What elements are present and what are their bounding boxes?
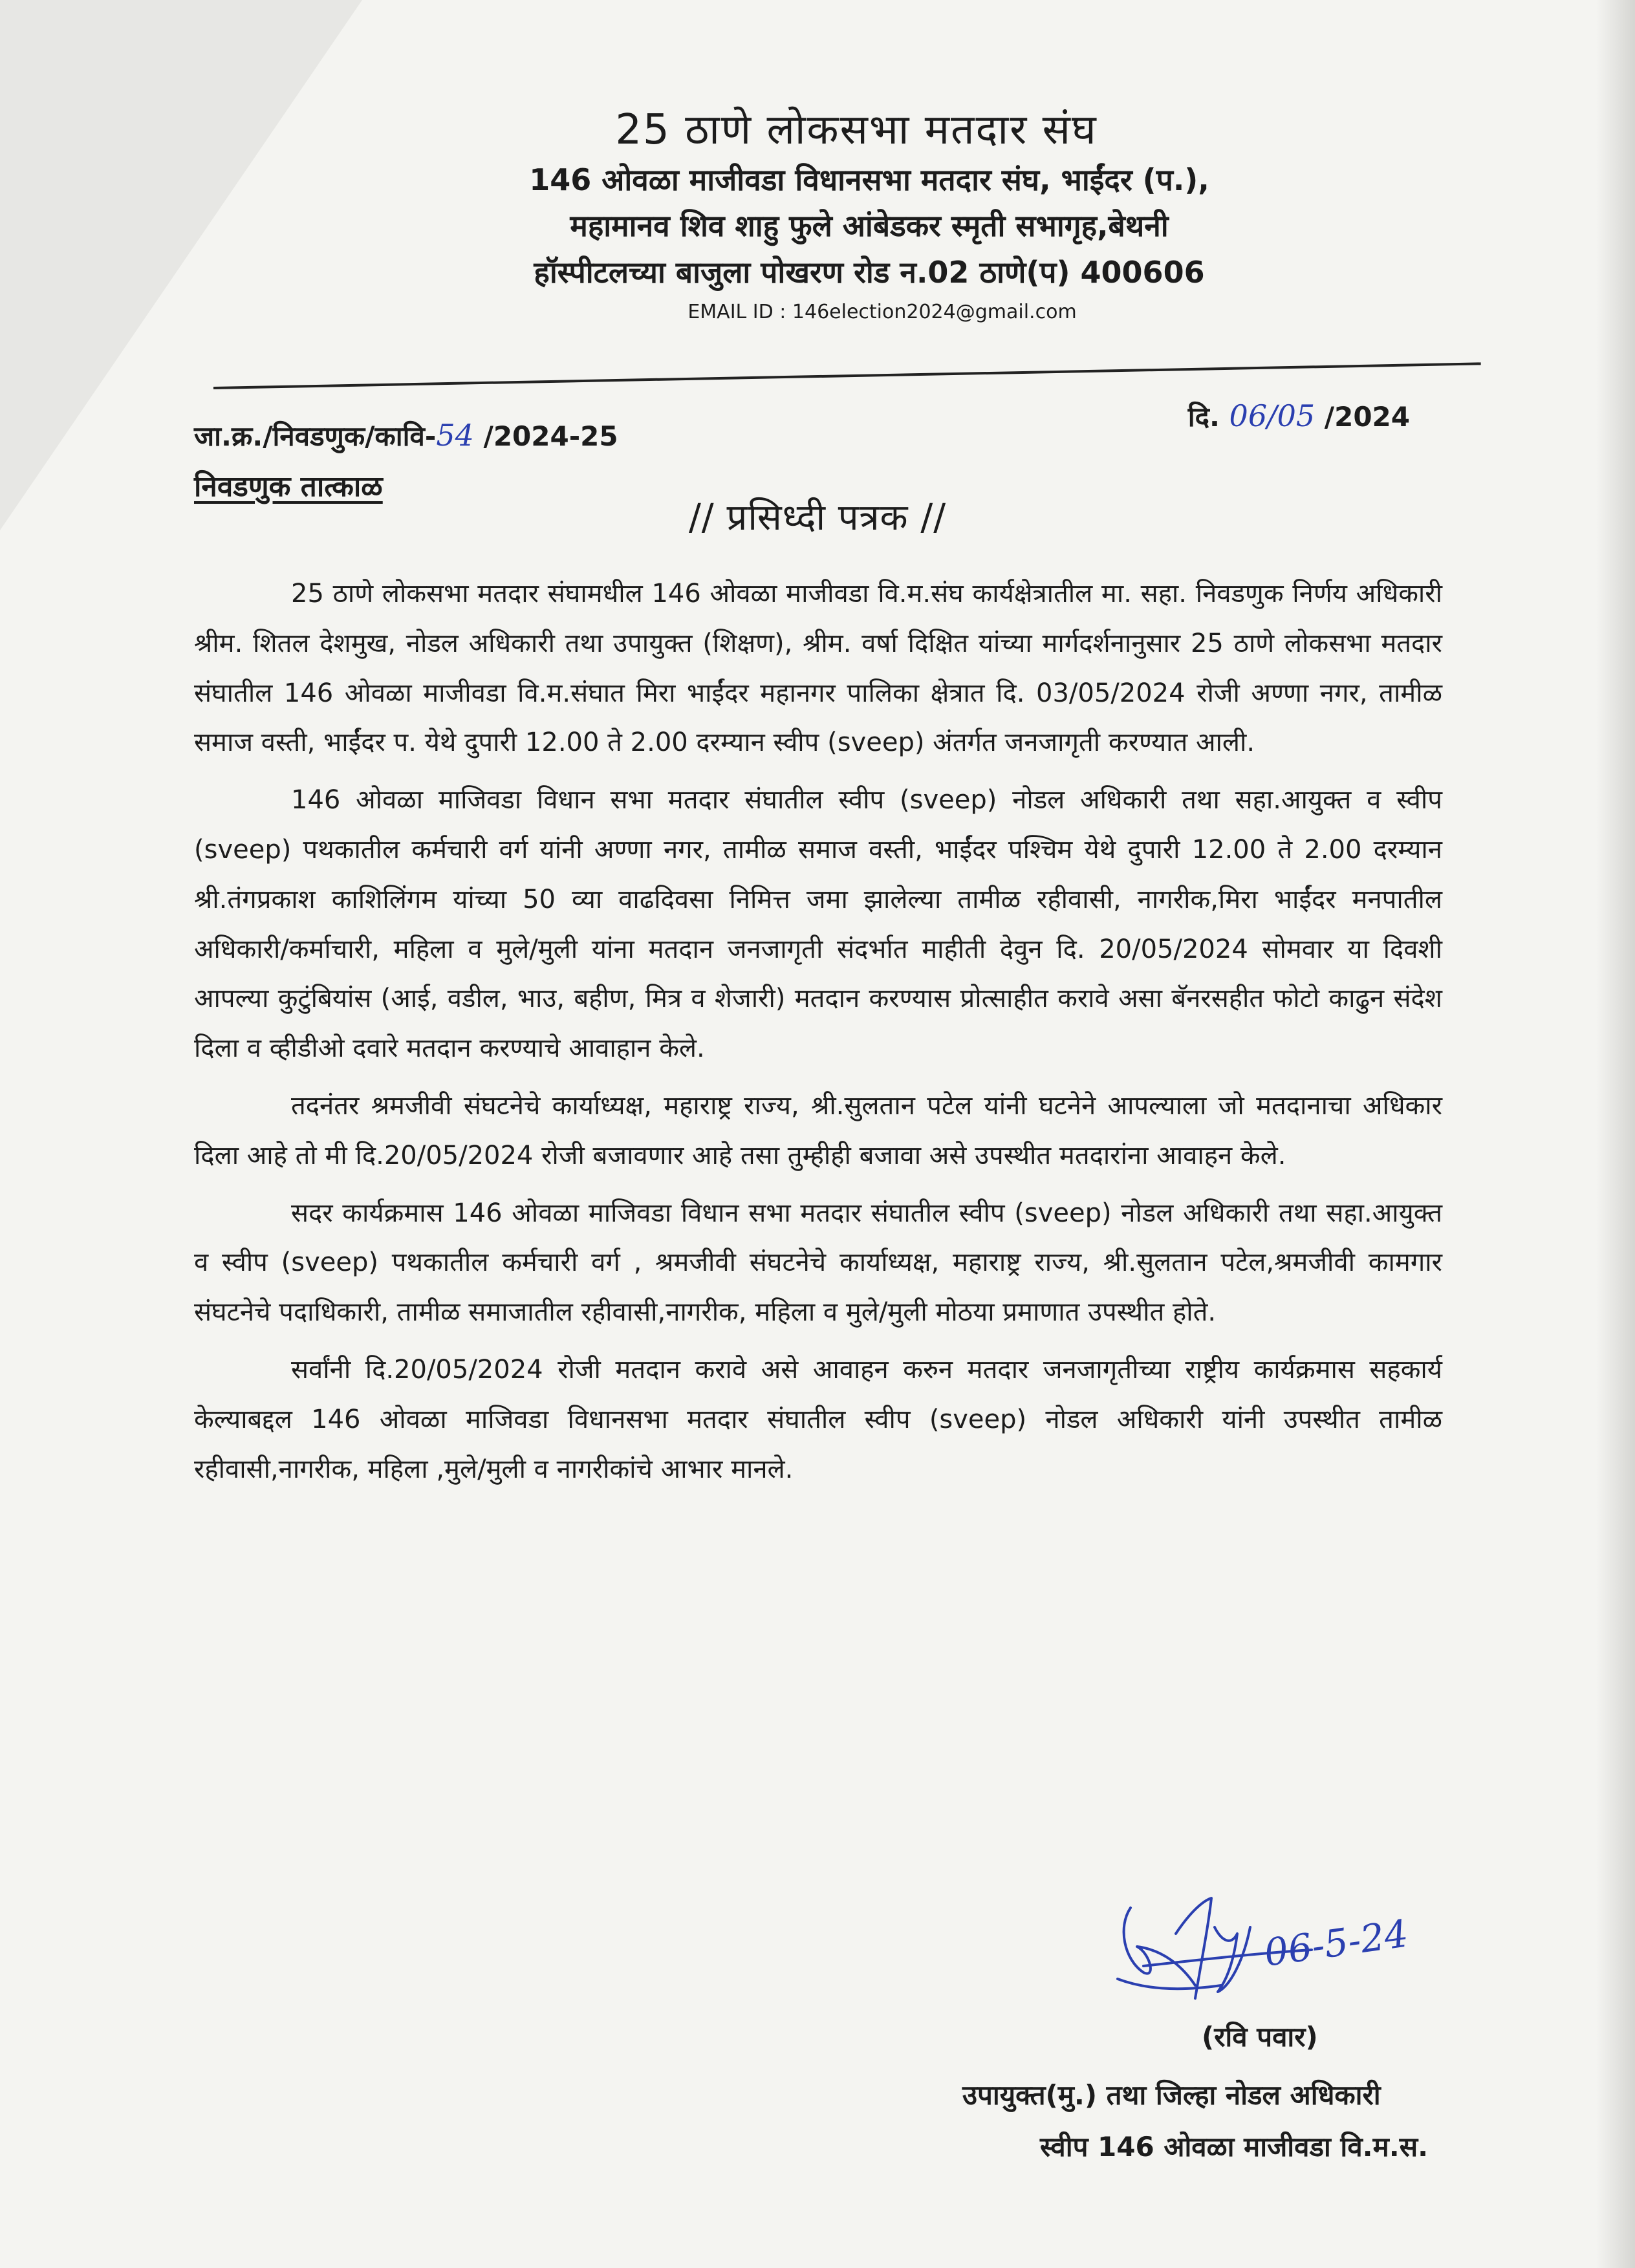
signature-block <box>943 1888 1525 2166</box>
reference-row <box>194 398 1410 462</box>
body-paragraph: तदनंतर श्रमजीवी संघटनेचे कार्याध्यक्ष, महाराष्ट्र राज्य, श्री.सुलतान पटेल यांनी घटनेने आपल्याला जो मतदानाचा अधिकार दिला आहे तो मी दि.20/05/2024 रोजी बजावणार आहे तसा तुम्हीही बजावा असे उपस्थीत मतदारांना आवाहन केले. <box>194 1090 1442 1171</box>
press-release-heading: // प्रसिध्दी पत्रक // <box>688 497 947 539</box>
body-paragraph: 146 ओवळा माजिवडा विधान सभा मतदार संघातील स्वीप (sveep) नोडल अधिकारी तथा सहा.आयुक्त व स्वीप (sveep) पथकातील कर्मचारी वर्ग यांनी अण्णा नगर, तामीळ समाज वस्ती, भाईंदर पश्चिम येथे दुपारी 12.00 ते 2.00 दरम्यान श्री.तंगप्रकाश काशिलिंगम यांच्या 50 व्या वाढदिवसा निमित्त जमा झालेल्या तामीळ रहीवासी, नागरीक,मिरा भाईंदर मनपातील अधिकारी/कर्माचारी, महिला व मुले/मुली यांना मतदान जनजागृती संदर्भात माहीती देवुन दि. 20/05/2024 सोमवार या दिवशी आपल्या कुटुंबियांस (आई, वडील, भाउ, बहीण, मित्र व शेजारी) मतदान करण्यास प्रोत्साहीत करावे असा बॅनरसहीत फोटो काढुन संदेश दिला व व्हीडीओ दवारे मतदान करण्याचे आवाहान केले. <box>194 785 1442 1064</box>
reference-prefix: जा.क्र./निवडणुक/कावि- <box>194 420 437 452</box>
body-paragraph: 25 ठाणे लोकसभा मतदार संघामधील 146 ओवळा माजीवडा वि.म.संघ कार्यक्षेत्रातील मा. सहा. निवडणुक निर्णय अधिकारी श्रीम. शितल देशमुख, नोडल अधिकारी तथा उपायुक्त (शिक्षण), श्रीम. वर्षा दिक्षित यांच्या मार्गदर्शनानुसार 25 ठाणे लोकसभा मतदार संघातील 146 ओवळा माजीवडा वि.म.संघात मिरा भाईंदर महानगर पालिका क्षेत्रात दि. 03/05/2024 रोजी अण्णा नगर, तामीळ समाज वस्ती, भाईंदर प. येथे दुपारी 12.00 ते 2.00 दरम्यान स्वीप (sveep) अंतर्गत जनजागृती करण्यात आली. <box>194 579 1442 758</box>
signature-date: 06-5-24 <box>1261 1911 1411 1975</box>
office-email: EMAIL ID : 146election2024@gmail.com <box>688 301 1077 324</box>
date-month: 05 <box>1277 398 1316 433</box>
signatory-office: स्वीप 146 ओवळा माजीवडा वि.म.स. <box>1040 2131 1429 2163</box>
date-prefix: दि. <box>1187 401 1229 433</box>
letterhead <box>0 103 1635 323</box>
reference-suffix: /2024-25 <box>473 420 618 452</box>
signatory-designation: उपायुक्त(मु.) तथा जिल्हा नोडल अधिकारी <box>962 2079 1381 2111</box>
page-edge-shadow <box>1596 0 1635 2268</box>
date-separator: / <box>1267 398 1277 433</box>
signatory-name: (रवि पवार) <box>1202 2021 1318 2053</box>
date-day: 06 <box>1229 398 1268 433</box>
letterhead-divider <box>213 362 1481 389</box>
date-suffix: /2024 <box>1315 401 1410 433</box>
handwritten-signature <box>1105 1888 1467 2018</box>
reference-number <box>194 417 618 454</box>
reference-handwritten-number: 54 <box>436 418 474 453</box>
body-paragraph: सदर कार्यक्रमास 146 ओवळा माजिवडा विधान सभा मतदार संघातील स्वीप (sveep) नोडल अधिकारी तथा सहा.आयुक्त व स्वीप (sveep) पथकातील कर्मचारी वर्ग , श्रमजीवी संघटनेचे कार्याध्यक्ष, महाराष्ट्र राज्य, श्री.सुलतान पटेल,श्रमजीवी कामगार संघटनेचे पदाधिकारी, तामीळ समाजातील रहीवासी,नागरीक, महिला व मुले/मुली मोठया प्रमाणात उपस्थीत होते. <box>194 1198 1442 1328</box>
body-paragraph: सर्वांनी दि.20/05/2024 रोजी मतदान करावे असे आवाहन करुन मतदार जनजागृतीच्या राष्ट्रीय कार्यक्रमास सहकार्य केल्याबद्दल 146 ओवळा माजिवडा विधानसभा मतदार संघातील स्वीप (sveep) नोडल अधिकारी यांनी उपस्थीत तामीळ रहीवासी,नागरीक, महिला ,मुले/मुली व नागरीकांचे आभार मानले. <box>194 1354 1442 1484</box>
constituency-title: 25 ठाणे लोकसभा मतदार संघ <box>615 106 1098 154</box>
letter-body <box>194 569 1442 1502</box>
office-line-3: हॉस्पीटलच्या बाजुला पोखरण रोड न.02 ठाणे(प) 400606 <box>534 254 1205 290</box>
letter-date <box>1188 398 1410 435</box>
office-line-2: महामानव शिव शाहु फुले आंबेडकर स्मृती सभागृह,बेथनी <box>570 208 1169 244</box>
office-line-1: 146 ओवळा माजीवडा विधानसभा मतदार संघ, भाईंदर (प.), <box>529 162 1209 198</box>
urgency-label: निवडणुक तात्काळ <box>194 470 383 503</box>
